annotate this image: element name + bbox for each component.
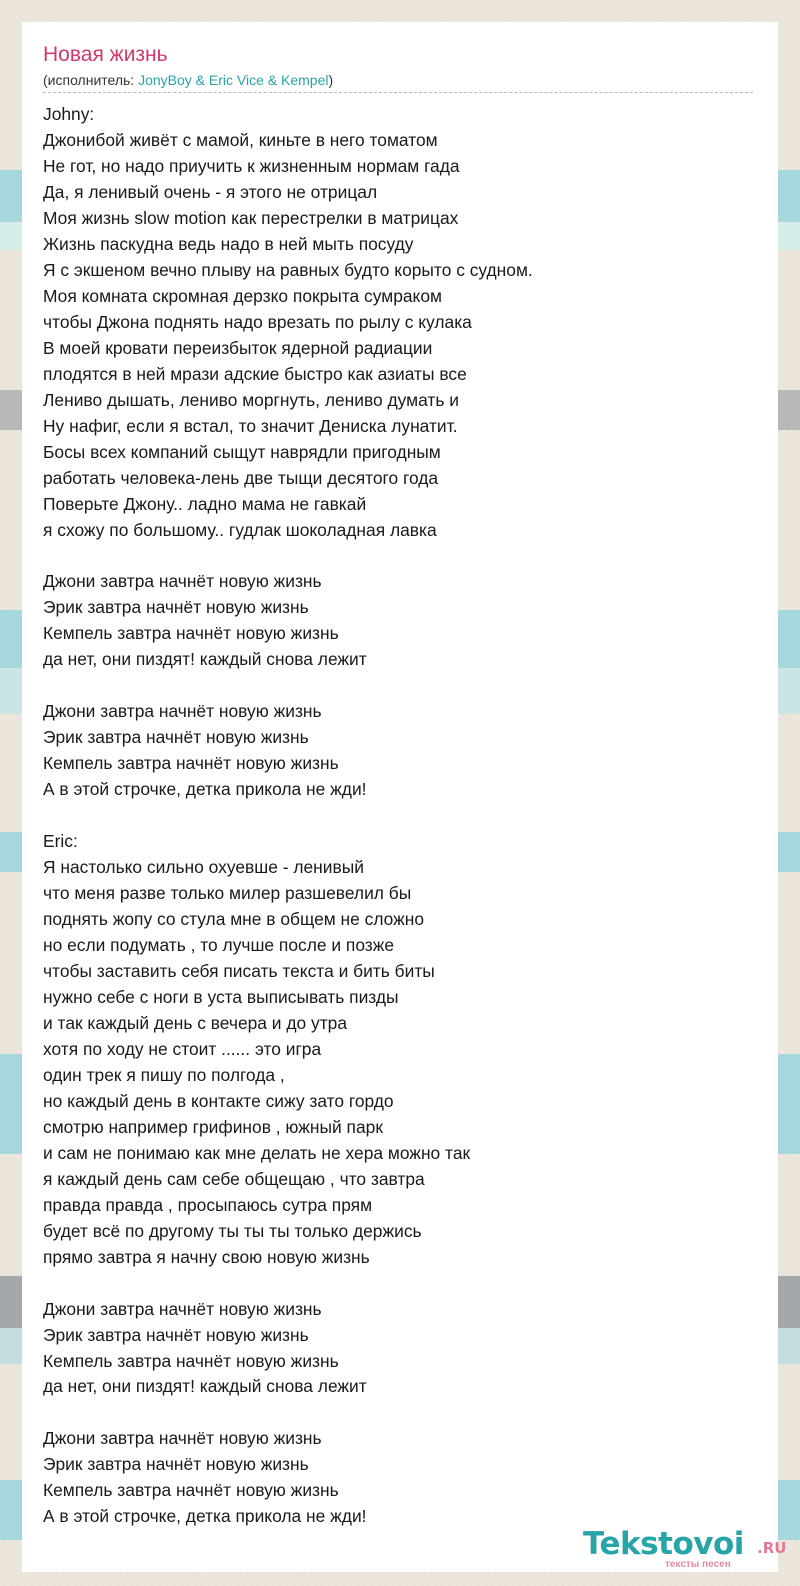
blank-line: [43, 673, 763, 699]
lyric-line: смотрю например грифинов , южный парк: [43, 1116, 383, 1137]
lyric-line: Не гот, но надо приучить к жизненным нормам гада: [43, 155, 460, 176]
lyric-line: Джонибой живёт с мамой, киньте в него томатом: [43, 129, 438, 150]
lyric-line: Я с экшеном вечно плыву на равных будто корыто с судном.: [43, 259, 533, 280]
lyric-line: В моей кровати переизбыток ядерной радиации: [43, 337, 433, 358]
lyric-line: Я настолько сильно охуевше - ленивый: [43, 857, 364, 878]
lyric-line: что меня разве только милер разшевелил бы: [43, 883, 412, 904]
lyric-line: Джони завтра начнёт новую жизнь: [43, 1298, 322, 1319]
lyric-line: и сам не понимаю как мне делать не хера можно так: [43, 1142, 471, 1163]
lyric-line: поднять жопу со стула мне в общем не сложно: [43, 909, 425, 930]
lyric-line: но каждый день в контакте сижу зато гордо: [43, 1090, 394, 1111]
lyric-line: Эрик завтра начнёт новую жизнь: [43, 727, 309, 748]
lyric-line: Кемпель завтра начнёт новую жизнь: [43, 1350, 339, 1371]
artist-prefix: (исполнитель:: [43, 72, 139, 88]
blank-line: [43, 803, 763, 829]
blank-line: [43, 1400, 763, 1426]
lyric-line: хотя по ходу не стоит ...... это игра: [43, 1038, 322, 1059]
lyric-line: Эрик завтра начнёт новую жизнь: [43, 1454, 309, 1475]
lyric-line: Eric:: [43, 831, 78, 852]
lyric-line: Джони завтра начнёт новую жизнь: [43, 701, 322, 722]
lyric-line: да нет, они пиздят! каждый снова лежит: [43, 1376, 367, 1397]
song-title: Новая жизнь: [43, 43, 168, 66]
lyric-line: Босы всех компаний сыщут наврядли пригодным: [43, 441, 441, 462]
lyric-line: чтобы Джона поднять надо врезать по рылу с кулака: [43, 311, 472, 332]
lyrics-text: [43, 102, 763, 1530]
logo-tagline: тексты песен: [665, 1559, 731, 1570]
lyric-line: Johny:: [43, 104, 95, 124]
lyric-line: Эрик завтра начнёт новую жизнь: [43, 1324, 309, 1345]
lyric-line: и так каждый день с вечера и до утра: [43, 1012, 348, 1033]
dashed-divider: [43, 92, 753, 93]
lyric-line: Кемпель завтра начнёт новую жизнь: [43, 1480, 339, 1501]
lyric-line: прямо завтра я начну свою новую жизнь: [43, 1246, 370, 1267]
lyric-line: А в этой строчке, детка прикола не жди!: [43, 779, 367, 800]
lyric-line: работать человека-лень две тыщи десятого года: [43, 467, 439, 488]
lyric-line: Моя комната скромная дерзко покрыта сумраком: [43, 285, 442, 306]
lyric-line: Джони завтра начнёт новую жизнь: [43, 571, 322, 592]
lyric-line: я каждый день сам себе общещаю , что завтра: [43, 1168, 425, 1189]
lyric-line: Ну нафиг, если я встал, то значит Дениска лунатит.: [43, 415, 458, 436]
lyric-line: Жизнь паскудна ведь надо в ней мыть посуду: [43, 233, 414, 254]
lyric-line: правда правда , просыпаюсь сутра прям: [43, 1194, 373, 1215]
artist-link[interactable]: JonyBoy & Eric Vice & Kempel: [138, 72, 329, 88]
lyric-line: чтобы заставить себя писать текста и бить биты: [43, 960, 435, 981]
lyric-line: Кемпель завтра начнёт новую жизнь: [43, 753, 339, 774]
logo-name: Tekstovoi: [583, 1526, 744, 1562]
blank-line: [43, 1271, 763, 1297]
lyric-line: будет всё по другому ты ты ты только держись: [43, 1220, 422, 1241]
lyric-line: Кемпель завтра начнёт новую жизнь: [43, 623, 339, 644]
blank-line: [43, 543, 763, 569]
lyric-line: Джони завтра начнёт новую жизнь: [43, 1428, 322, 1449]
lyric-line: Поверьте Джону.. ладно мама не гавкай: [43, 493, 367, 514]
lyric-line: Да, я ленивый очень - я этого не отрицал: [43, 181, 378, 202]
lyrics-card: [22, 22, 787, 1572]
lyric-line: нужно себе с ноги в уста выписывать пизды: [43, 986, 399, 1007]
artist-line: [43, 71, 333, 89]
lyric-line: один трек я пишу по полгода ,: [43, 1064, 285, 1085]
lyric-line: но если подумать , то лучше после и позже: [43, 935, 395, 955]
lyric-line: Эрик завтра начнёт новую жизнь: [43, 597, 309, 618]
logo-domain: .RU: [757, 1539, 787, 1557]
artist-suffix: ): [328, 72, 334, 88]
lyric-line: А в этой строчке, детка прикола не жди!: [43, 1506, 367, 1527]
tekstovoi-logo[interactable]: [583, 1524, 793, 1576]
lyric-line: Моя жизнь slow motion как перестрелки в матрицах: [43, 207, 459, 228]
lyric-line: да нет, они пиздят! каждый снова лежит: [43, 649, 367, 670]
lyric-line: плодятся в ней мрази адские быстро как азиаты все: [43, 363, 467, 384]
lyric-line: я схожу по большому.. гудлак шоколадная лавка: [43, 519, 437, 540]
lyric-line: Лениво дышать, лениво моргнуть, лениво думать и: [43, 389, 459, 410]
